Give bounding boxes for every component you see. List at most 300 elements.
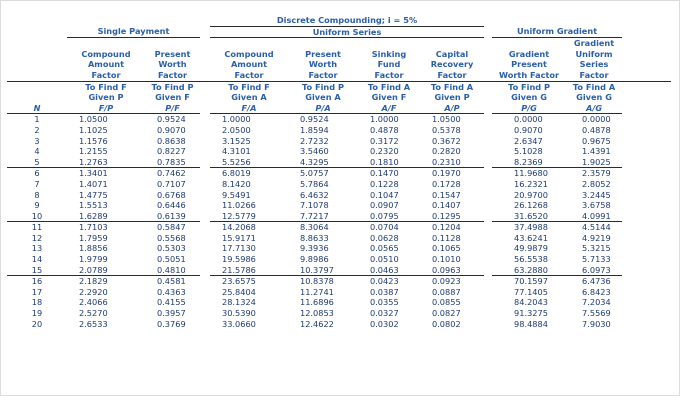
factor-value: 4.5144	[566, 222, 622, 233]
column-header-l7-1: P/F	[165, 102, 180, 113]
factor-value: 0.0802	[432, 318, 461, 329]
spacer	[622, 146, 671, 157]
table-body	[7, 114, 671, 329]
column-header-l3-0: Amount	[87, 59, 125, 70]
column-header-l2-2: Compound	[224, 48, 274, 59]
spacer	[200, 157, 210, 168]
factor-value: 11.0266	[222, 200, 256, 211]
factor-value: 10.3797	[300, 264, 334, 275]
spacer	[200, 125, 210, 136]
spacer	[484, 200, 492, 211]
spacer	[200, 92, 210, 103]
column-header-l5-3: To Find P	[288, 81, 358, 92]
factor-value: 9.5491	[222, 189, 251, 200]
factor-value: 5.7133	[582, 254, 611, 265]
period-number: 9	[34, 200, 40, 211]
column-header-l3-4: Fund	[377, 59, 401, 70]
factor-value: 1.2155	[79, 146, 108, 157]
factor-value: 10.8378	[288, 276, 358, 287]
period-number: 1	[7, 114, 67, 125]
title-row	[7, 15, 671, 26]
column-header-l6-5: Given P	[434, 92, 470, 103]
column-header-l2-3: Present	[305, 48, 341, 59]
spacer	[484, 49, 492, 60]
factor-value: 0.9070	[514, 124, 543, 135]
spacer	[7, 92, 67, 103]
factor-value: 0.0795	[370, 210, 399, 221]
factor-value: 0.3172	[370, 135, 399, 146]
factor-value: 2.0789	[79, 264, 108, 275]
spacer	[622, 243, 671, 254]
header-line-5	[7, 81, 671, 92]
factor-value: 37.4988	[492, 222, 566, 233]
column-header-l7-6: P/G	[521, 102, 537, 113]
factor-value: 4.3295	[300, 156, 329, 167]
factor-value: 0.1204	[420, 222, 484, 233]
spacer	[484, 114, 492, 125]
column-header-l3-6: Present	[511, 59, 547, 70]
period-number: 2	[34, 124, 40, 135]
factor-value: 8.8633	[300, 232, 329, 243]
factor-value: 0.0000	[492, 114, 566, 125]
spacer	[200, 287, 210, 298]
header-line-2	[7, 49, 671, 60]
period-number: 3	[34, 135, 40, 146]
factor-value: 8.1420	[222, 178, 251, 189]
period-number: 17	[31, 286, 43, 297]
factor-value: 30.5390	[222, 308, 256, 319]
factor-value: 1.3401	[67, 168, 145, 179]
column-header-l7-0: F/P	[98, 102, 114, 113]
period-number: 15	[31, 264, 43, 275]
factor-value: 0.0963	[432, 264, 461, 275]
group-row	[7, 26, 671, 38]
factor-value: 0.9070	[157, 124, 186, 135]
period-number: 18	[31, 297, 43, 308]
spacer	[484, 92, 492, 103]
spacer	[200, 38, 210, 49]
table-row	[7, 243, 671, 254]
factor-value: 0.7107	[157, 178, 186, 189]
spacer	[622, 190, 671, 201]
spacer	[200, 190, 210, 201]
column-header-l5-4: To Find A	[358, 81, 420, 92]
factor-value: 4.9219	[582, 232, 611, 243]
factor-value: 1.4391	[582, 146, 611, 157]
factor-value: 0.9524	[145, 114, 200, 125]
spacer	[200, 136, 210, 147]
spacer	[7, 70, 67, 81]
period-number: 20	[31, 318, 43, 329]
factor-value: 25.8404	[222, 286, 256, 297]
spacer	[200, 146, 210, 157]
column-header-l2-1: Present	[154, 48, 191, 59]
table-title: Discrete Compounding; i = 5%	[210, 15, 484, 26]
spacer	[484, 308, 492, 319]
spacer	[484, 233, 492, 244]
period-number: 13	[31, 243, 43, 254]
spacer	[484, 179, 492, 190]
spacer	[622, 233, 671, 244]
column-header-l6-4: Given F	[371, 92, 407, 103]
column-header-l4-3: Factor	[308, 69, 338, 80]
period-number: 14	[31, 254, 43, 265]
factor-value: 2.6347	[514, 135, 543, 146]
spacer	[622, 254, 671, 265]
factor-value: 33.0660	[222, 318, 256, 329]
table-row	[7, 254, 671, 265]
factor-value: 0.0907	[370, 200, 399, 211]
spacer	[200, 276, 210, 287]
column-header-l5-5: To Find A	[420, 81, 484, 92]
factor-value: 1.0500	[420, 114, 484, 125]
factor-value: 7.9030	[582, 318, 611, 329]
column-header-l4-7: Factor	[579, 69, 609, 80]
interest-factor-table	[7, 15, 671, 329]
factor-value: 0.0327	[370, 308, 399, 319]
factor-value: 0.6446	[157, 200, 186, 211]
spacer	[622, 136, 671, 147]
factor-value: 6.0973	[582, 264, 611, 275]
column-header-l6-1: Given F	[155, 92, 190, 103]
header-line-1	[7, 38, 671, 49]
spacer	[484, 125, 492, 136]
table-row	[7, 146, 671, 157]
factor-value: 1.0000	[210, 114, 288, 125]
spacer	[200, 59, 210, 70]
table-row	[7, 297, 671, 308]
factor-value: 5.0757	[288, 168, 358, 179]
column-header-l5-7: To Find A	[566, 81, 622, 92]
factor-value: 2.2920	[79, 286, 108, 297]
factor-value: 26.1268	[514, 200, 548, 211]
spacer	[622, 179, 671, 190]
period-number: 8	[34, 189, 40, 200]
spacer	[622, 125, 671, 136]
factor-value: 23.6575	[210, 276, 288, 287]
column-header-l4-0: Factor	[91, 69, 121, 80]
column-header-l4-5: Factor	[437, 69, 467, 80]
spacer	[200, 49, 210, 60]
spacer	[484, 136, 492, 147]
factor-value: 6.4736	[566, 276, 622, 287]
factor-value: 0.5378	[432, 124, 461, 135]
spacer	[484, 103, 492, 114]
factor-value: 2.7232	[300, 135, 329, 146]
factor-value: 2.6533	[79, 318, 108, 329]
factor-value: 77.1405	[514, 286, 548, 297]
spacer	[622, 81, 671, 92]
spacer	[622, 319, 671, 330]
factor-value: 0.0000	[566, 114, 622, 125]
factor-value: 2.1829	[67, 276, 145, 287]
factor-value: 19.5986	[222, 254, 256, 265]
spacer	[484, 190, 492, 201]
column-header-l7-2: F/A	[241, 102, 257, 113]
factor-value: 1.2763	[79, 156, 108, 167]
spacer	[200, 243, 210, 254]
period-number: 6	[7, 168, 67, 179]
column-header-l3-3: Worth	[308, 59, 338, 70]
factor-value: 0.5568	[157, 232, 186, 243]
factor-value: 7.5569	[582, 308, 611, 319]
factor-value: 0.2820	[432, 146, 461, 157]
spacer	[200, 200, 210, 211]
factor-value: 6.8019	[210, 168, 288, 179]
spacer	[484, 287, 492, 298]
factor-value: 70.1597	[492, 276, 566, 287]
column-header-l7-3: P/A	[315, 102, 331, 113]
column-header-l5-6: To Find P	[492, 81, 566, 92]
spacer	[200, 254, 210, 265]
column-header-l6-0: Given P	[88, 92, 124, 103]
factor-value: 5.3215	[582, 243, 611, 254]
factor-value: 0.3957	[157, 308, 186, 319]
factor-value: 1.7959	[79, 232, 108, 243]
factor-value: 4.0991	[582, 210, 611, 221]
factor-value: 0.4878	[582, 124, 611, 135]
table-row	[7, 157, 671, 168]
factor-value: 0.0887	[432, 286, 461, 297]
factor-value: 0.0463	[370, 264, 399, 275]
period-number: 12	[31, 232, 43, 243]
factor-value: 6.8423	[582, 286, 611, 297]
factor-value: 0.1547	[432, 189, 461, 200]
factor-value: 31.6520	[514, 210, 548, 221]
spacer	[200, 319, 210, 330]
factor-value: 49.9879	[514, 243, 548, 254]
spacer	[484, 254, 492, 265]
factor-value: 0.0387	[370, 286, 399, 297]
column-header-l1-2	[210, 38, 288, 49]
table-row	[7, 222, 671, 233]
column-header-l5-1: To Find P	[145, 81, 200, 92]
column-header-l1-5	[420, 38, 484, 49]
factor-value: 0.4810	[157, 264, 186, 275]
table-row	[7, 179, 671, 190]
factor-value: 0.1047	[370, 189, 399, 200]
factor-value: 1.8856	[79, 243, 108, 254]
factor-value: 0.8227	[157, 146, 186, 157]
factor-value: 1.9025	[582, 156, 611, 167]
spacer	[622, 276, 671, 287]
spacer	[7, 59, 67, 70]
factor-value: 84.2043	[514, 297, 548, 308]
column-header-l4-2: Factor	[234, 69, 264, 80]
factor-value: 8.2369	[514, 156, 543, 167]
table-row	[7, 319, 671, 330]
factor-value: 0.5051	[157, 254, 186, 265]
factor-value: 3.6758	[582, 200, 611, 211]
factor-value: 7.2034	[582, 297, 611, 308]
header-line-7	[7, 103, 671, 114]
group-uniform-series: Uniform Series	[210, 26, 484, 38]
spacer	[7, 38, 67, 49]
header-line-4	[7, 70, 671, 81]
factor-value: 0.3769	[157, 318, 186, 329]
spacer	[200, 114, 210, 125]
factor-value: 11.6896	[300, 297, 334, 308]
spacer	[200, 222, 210, 233]
spacer	[484, 222, 492, 233]
spacer	[484, 70, 492, 81]
factor-value: 16.2321	[514, 178, 548, 189]
spacer	[484, 276, 492, 287]
spacer	[622, 308, 671, 319]
spacer	[484, 81, 492, 92]
factor-value: 0.0855	[432, 297, 461, 308]
spacer	[622, 222, 671, 233]
factor-value: 1.8594	[300, 124, 329, 135]
period-number: 10	[31, 210, 43, 221]
table-row	[7, 168, 671, 179]
factor-value: 0.4363	[157, 286, 186, 297]
factor-value: 11.2741	[300, 286, 334, 297]
factor-value: 5.1028	[514, 146, 543, 157]
spacer	[622, 168, 671, 179]
factor-value: 0.1295	[432, 210, 461, 221]
factor-value: 12.4622	[300, 318, 334, 329]
column-header-l6-7: Given G	[576, 92, 612, 103]
table-row	[7, 276, 671, 287]
spacer	[200, 81, 210, 92]
column-header-l3-2: Amount	[230, 59, 268, 70]
column-header-l3-7: Series	[579, 59, 609, 70]
factor-value: 2.5270	[79, 308, 108, 319]
table-row	[7, 233, 671, 244]
factor-value: 0.1010	[432, 254, 461, 265]
spacer	[200, 233, 210, 244]
factor-value: 0.1407	[432, 200, 461, 211]
factor-value: 0.1970	[420, 168, 484, 179]
spacer	[484, 265, 492, 276]
factor-value: 0.7835	[157, 156, 186, 167]
period-number: 11	[7, 222, 67, 233]
factor-value: 0.1810	[370, 156, 399, 167]
spacer	[200, 168, 210, 179]
column-header-l7-5: A/P	[444, 102, 460, 113]
factor-value: 0.8638	[157, 135, 186, 146]
spacer	[622, 265, 671, 276]
spacer	[484, 211, 492, 222]
column-header-l1-7: Gradient	[573, 38, 615, 49]
factor-value: 2.3579	[566, 168, 622, 179]
factor-value: 21.5786	[222, 264, 256, 275]
spacer	[622, 92, 671, 103]
factor-value: 56.5538	[514, 254, 548, 265]
factor-value: 2.8052	[582, 178, 611, 189]
factor-value: 0.1228	[370, 178, 399, 189]
factor-value: 0.9524	[288, 114, 358, 125]
column-header-l6-2: Given A	[231, 92, 267, 103]
column-header-l2-6: Gradient	[508, 48, 550, 59]
factor-value: 0.6139	[157, 210, 186, 221]
group-single-payment: Single Payment	[67, 26, 200, 38]
factor-value: 11.9680	[492, 168, 566, 179]
column-header-l7-7: A/G	[586, 102, 603, 113]
factor-value: 12.5779	[222, 210, 256, 221]
factor-value: 2.4066	[79, 297, 108, 308]
factor-value: 0.1065	[432, 243, 461, 254]
spacer	[484, 319, 492, 330]
column-header-l1-6	[492, 38, 566, 49]
column-header-l4-4: Factor	[374, 69, 404, 80]
header-line-3	[7, 59, 671, 70]
factor-value: 1.1025	[79, 124, 108, 135]
factor-value: 1.9799	[79, 254, 108, 265]
factor-value: 0.4581	[145, 276, 200, 287]
factor-value: 98.4884	[514, 318, 548, 329]
spacer	[622, 59, 671, 70]
factor-value: 3.5460	[300, 146, 329, 157]
factor-value: 2.0500	[222, 124, 251, 135]
spacer	[484, 146, 492, 157]
header-line-6	[7, 92, 671, 103]
column-header-l3-5: Recovery	[430, 59, 474, 70]
column-header-l4-6: Worth Factor	[499, 69, 560, 80]
table-row	[7, 190, 671, 201]
factor-value: 17.7130	[222, 243, 256, 254]
factor-value: 12.0853	[300, 308, 334, 319]
factor-value: 63.2880	[514, 264, 548, 275]
spacer	[200, 211, 210, 222]
column-header-l5-0: To Find F	[67, 81, 145, 92]
factor-value: 0.0827	[432, 308, 461, 319]
factor-value: 0.1128	[432, 232, 461, 243]
factor-value: 0.0704	[358, 222, 420, 233]
factor-value: 28.1324	[222, 297, 256, 308]
factor-value: 1.6289	[79, 210, 108, 221]
spacer	[7, 81, 67, 92]
factor-value: 43.6241	[514, 232, 548, 243]
period-number: 5	[34, 156, 40, 167]
table-row	[7, 200, 671, 211]
factor-value: 9.3936	[300, 243, 329, 254]
factor-value: 1.0000	[358, 114, 420, 125]
column-header-l6-6: Given G	[511, 92, 547, 103]
factor-value: 0.0923	[420, 276, 484, 287]
factor-value: 0.0628	[370, 232, 399, 243]
spacer	[7, 49, 67, 60]
factor-value: 0.0302	[370, 318, 399, 329]
column-header-l1-1	[145, 38, 200, 49]
spacer	[622, 287, 671, 298]
spacer	[484, 168, 492, 179]
spacer	[622, 103, 671, 114]
factor-value: 8.3064	[288, 222, 358, 233]
spacer	[622, 70, 671, 81]
factor-value: 0.4878	[370, 124, 399, 135]
factor-value: 1.5513	[79, 200, 108, 211]
spacer	[484, 38, 492, 49]
n-header: N	[33, 102, 41, 113]
column-header-l2-7: Uniform	[575, 48, 613, 59]
spacer	[622, 297, 671, 308]
factor-value: 1.4775	[79, 189, 108, 200]
factor-value: 0.7462	[145, 168, 200, 179]
column-header-l6-3: Given A	[305, 92, 341, 103]
factor-value: 7.1078	[300, 200, 329, 211]
factor-value: 5.5256	[222, 156, 251, 167]
group-uniform-gradient: Uniform Gradient	[492, 26, 622, 38]
column-header-l1-3	[288, 38, 358, 49]
factor-value: 0.0355	[370, 297, 399, 308]
spacer	[200, 265, 210, 276]
period-number: 19	[31, 308, 43, 319]
table-row	[7, 265, 671, 276]
factor-value: 0.1728	[432, 178, 461, 189]
spacer	[200, 70, 210, 81]
